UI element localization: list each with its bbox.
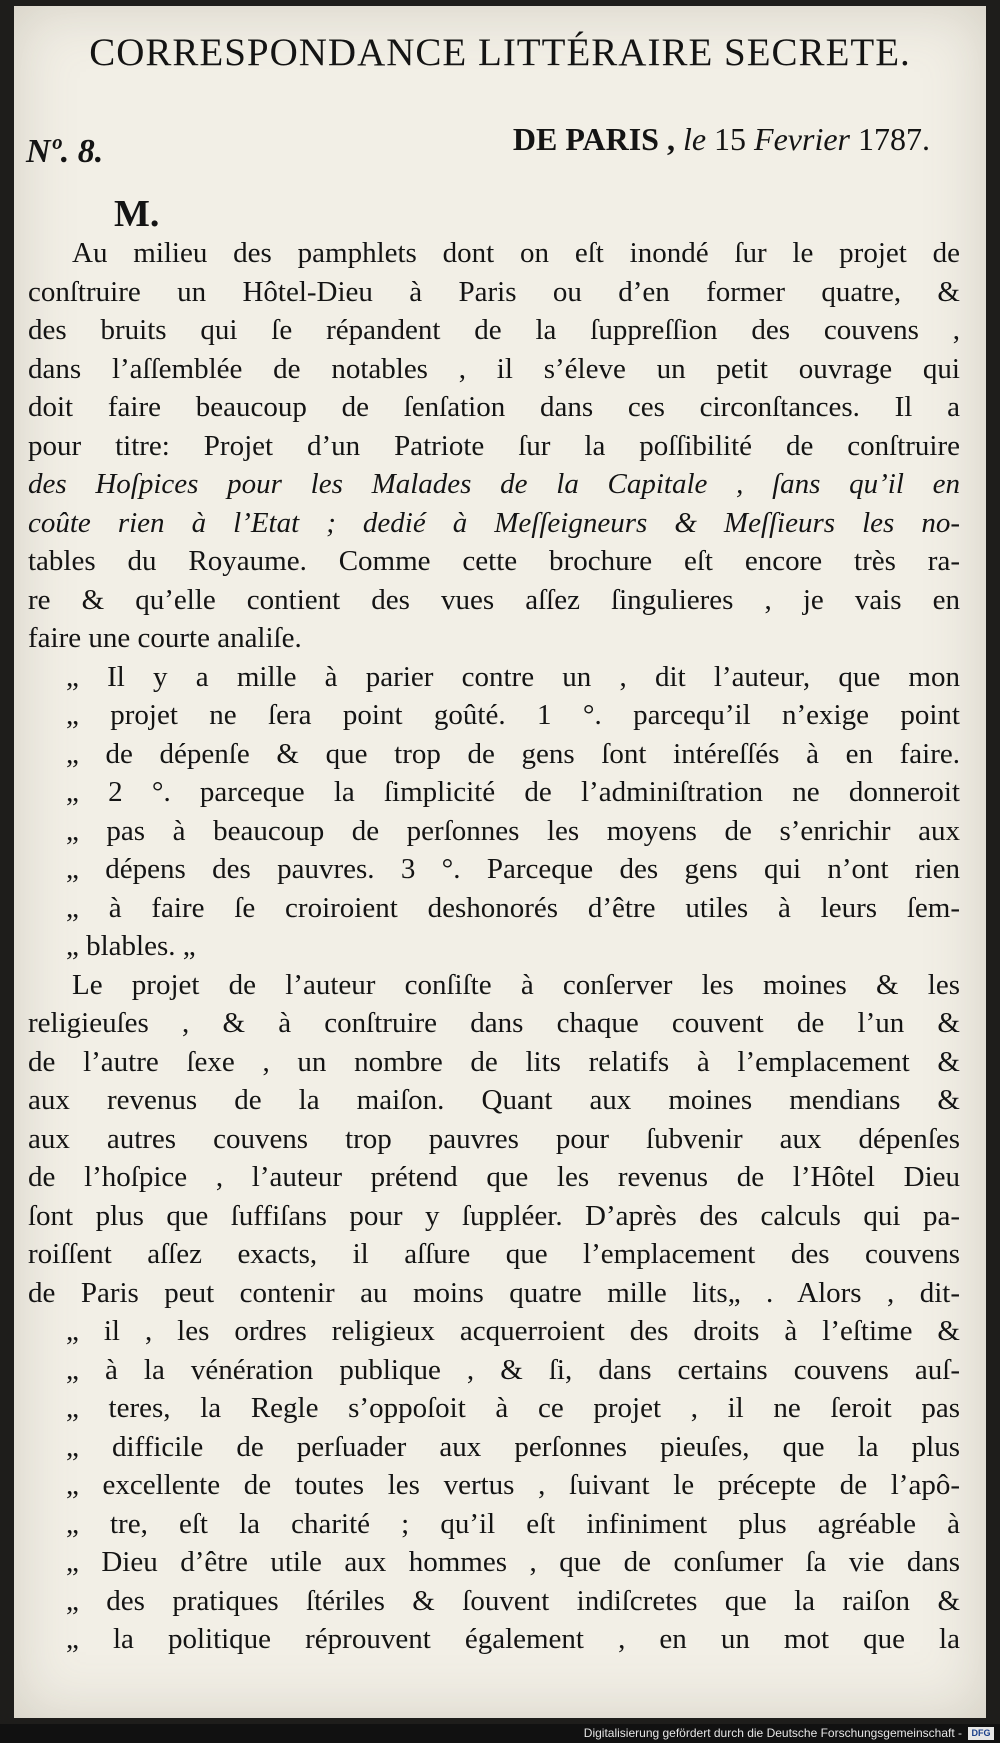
text-line: „ projet ne ſera point goûté. 1 °. parcequ’il n’exige point: [66, 699, 960, 731]
text-line: „ des pratiques ſtériles & ſouvent indiſcretes que la raiſon &: [66, 1584, 960, 1617]
funding-notice: Digitalisierung gefördert durch die Deutsche Forschungsgemeinschaft -: [583, 1726, 962, 1740]
article-body: [28, 234, 960, 1659]
text-line: Au milieu des pamphlets dont on eſt inondé ſur le projet de: [72, 237, 960, 269]
publication-title: CORRESPONDANCE LITTÉRAIRE SECRETE.: [89, 31, 911, 74]
text-line: aux autres couvens trop pauvres pour ſubvenir aux dépenſes: [28, 1122, 960, 1155]
text-line: des bruits qui ſe répandent de la ſuppreſſion des couvens ,: [28, 314, 960, 346]
text-line: de l’hoſpice , l’auteur prétend que les revenus de l’Hôtel Dieu: [28, 1161, 960, 1193]
digitization-footer: [0, 1724, 1000, 1743]
text-line: „ Dieu d’être utile aux hommes , que de conſumer ſa vie dans: [66, 1546, 960, 1578]
text-line: aux revenus de la maiſon. Quant aux moines mendians &: [28, 1084, 960, 1116]
dateline-year: 1787.: [858, 121, 930, 157]
text-line: „ dépens des pauvres. 3 °. Parceque des gens qui n’ont rien: [66, 853, 960, 885]
text-line: „ 2 °. parceque la ſimplicité de l’adminiſtration ne donneroit: [66, 776, 960, 808]
text-line: roiſſent aſſez exacts, il aſſure que l’emplacement des couvens: [28, 1238, 960, 1270]
text-line: „ difficile de perſuader aux perſonnes pieuſes, que la plus: [66, 1430, 960, 1463]
text-line: faire une courte analiſe.: [28, 622, 302, 654]
text-line: „ à la vénération publique , & ſi, dans certains couvens auſ-: [66, 1353, 960, 1386]
text-line: „ de dépenſe & que trop de gens ſont intéreſſés à en faire.: [66, 737, 960, 770]
dateline-month: Fevrier: [754, 121, 850, 157]
text-line: de l’autre ſexe , un nombre de lits relatifs à l’emplacement &: [28, 1045, 960, 1078]
text-line: „ tre, eſt la charité ; qu’il eſt infiniment plus agréable à: [66, 1507, 960, 1540]
issue-number: Nº. 8.: [26, 133, 104, 170]
dfg-logo: DFG: [968, 1727, 994, 1740]
dateline: [513, 121, 930, 158]
text-line: „ blables. „: [66, 930, 196, 962]
dateline-day: 15: [714, 121, 747, 157]
text-line: coûte rien à l’Etat ; dedié à Meſſeigneurs & Meſſieurs les no-: [28, 506, 960, 539]
text-line: „ Il y a mille à parier contre un , dit l’auteur, que mon: [66, 660, 960, 693]
text-line: re & qu’elle contient des vues aſſez ſingulieres , je vais en: [28, 583, 960, 616]
text-line: des Hoſpices pour les Malades de la Capitale , ſans qu’il en: [28, 468, 960, 500]
text-line: religieuſes , & à conſtruire dans chaque couvent de l’un &: [28, 1007, 960, 1039]
text-line: pour titre: Projet d’un Patriote ſur la poſſibilité de conſtruire: [28, 429, 960, 462]
newspaper-page: [14, 6, 986, 1718]
text-line: „ teres, la Regle s’oppoſoit à ce projet , il ne ſeroit pas: [66, 1392, 960, 1424]
text-line: dans l’aſſemblée de notables , il s’éleve un petit ouvrage qui: [28, 352, 960, 385]
text-line: ſont plus que ſuffiſans pour y ſuppléer. D’après des calculs qui pa-: [28, 1199, 960, 1232]
text-line: Le projet de l’auteur conſiſte à conſerver les moines & les: [72, 968, 960, 1001]
salutation: M.: [114, 193, 160, 235]
dateline-le: le: [682, 121, 707, 157]
dateline-place: DE PARIS ,: [512, 121, 675, 157]
text-line: „ il , les ordres religieux acquerroient des droits à l’eſtime &: [66, 1315, 960, 1347]
text-line: de Paris peut contenir au moins quatre mille lits„ . Alors , dit-: [28, 1276, 960, 1309]
text-line: doit faire beaucoup de ſenſation dans ces circonſtances. Il a: [28, 391, 960, 423]
text-line: „ pas à beaucoup de perſonnes les moyens de s’enrichir aux: [66, 814, 960, 847]
text-line: conſtruire un Hôtel-Dieu à Paris ou d’en former quatre, &: [28, 275, 960, 308]
text-line: tables du Royaume. Comme cette brochure eſt encore très ra-: [28, 545, 960, 577]
text-line: „ la politique réprouvent également , en un mot que la: [66, 1623, 960, 1655]
text-line: „ excellente de toutes les vertus , ſuivant le précepte de l’apô-: [66, 1469, 960, 1501]
text-line: „ à faire ſe croiroient deshonorés d’être utiles à leurs ſem-: [66, 891, 960, 924]
